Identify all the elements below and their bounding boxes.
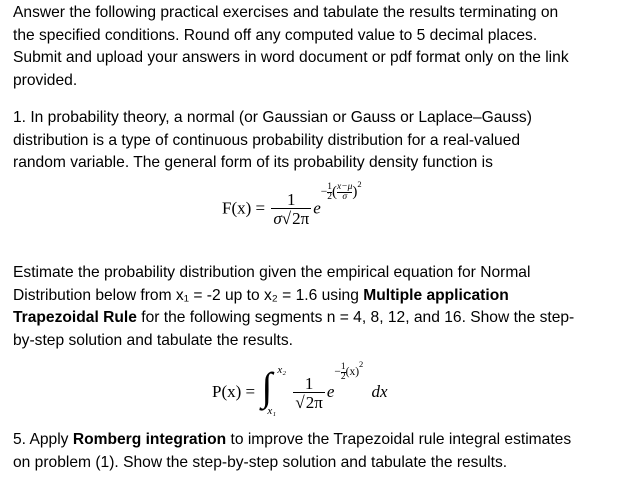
question-1-line: random variable. The general form of its probability density function is bbox=[13, 154, 493, 171]
fraction-denominator: σ√2π bbox=[273, 209, 310, 228]
half-denominator: 2 bbox=[327, 192, 332, 202]
task-line bbox=[13, 285, 613, 308]
question-5-line bbox=[13, 429, 613, 452]
exponent bbox=[334, 359, 364, 382]
question-1-paragraph bbox=[13, 107, 613, 175]
task-text: for the following segments n = 4, 8, 12, and 16. Show the step- bbox=[136, 309, 575, 326]
half-numerator: 1 bbox=[327, 182, 332, 192]
exponent-sign: − bbox=[320, 186, 328, 199]
instructions-paragraph bbox=[13, 2, 613, 92]
euler-e: e bbox=[313, 198, 321, 218]
exponent-power: 2 bbox=[357, 179, 362, 189]
fraction-denominator: √2π bbox=[295, 392, 323, 412]
method-name-bold: Romberg integration bbox=[72, 431, 227, 448]
method-name-bold: Multiple application bbox=[363, 286, 509, 304]
sqrt-argument: 2π bbox=[292, 209, 310, 228]
instructions-line: Submit and upload your answers in word document or pdf format only on the link bbox=[13, 49, 569, 66]
question-1-line: 1. In probability theory, a normal (or Gaussian or Gauss or Laplace–Gauss) bbox=[13, 109, 532, 126]
task-text: Distribution below from x₁ = -2 up to x₂ = 1.6 using bbox=[13, 286, 364, 304]
equation-lhs: F(x) = bbox=[222, 198, 266, 218]
task-line: by-step solution and tabulate the results. bbox=[13, 331, 293, 349]
half-numerator: 1 bbox=[340, 362, 346, 372]
coefficient-fraction bbox=[293, 375, 324, 412]
method-name-bold: Trapezoidal Rule bbox=[13, 309, 137, 326]
upper-limit: x₂ bbox=[277, 364, 287, 376]
task-line bbox=[13, 307, 613, 330]
exponent-argument: (x) bbox=[345, 366, 360, 379]
exponent-power: 2 bbox=[359, 359, 364, 369]
instructions-line: provided. bbox=[13, 71, 78, 89]
integral-sign: ∫ x₂ x₁ bbox=[261, 364, 287, 417]
question-5-paragraph bbox=[13, 429, 613, 474]
coefficient-fraction bbox=[271, 191, 311, 228]
differential: dx bbox=[371, 381, 388, 401]
task-paragraph bbox=[13, 262, 613, 352]
task-line: Estimate the probability distribution given the empirical equation for Normal bbox=[13, 264, 531, 281]
sigma-symbol: σ bbox=[273, 209, 282, 228]
exponent-fraction-denominator: σ bbox=[337, 192, 352, 202]
probability-integral-equation bbox=[212, 359, 388, 417]
exponent: − $\frac{1}{2}$ ( $\frac{x-\mu}{\sigma}$ )$^2$ bbox=[320, 179, 362, 202]
fraction-numerator: 1 bbox=[304, 373, 314, 393]
exponent-fraction bbox=[337, 183, 352, 202]
question-5-text: to improve the Trapezoidal rule integral estimates bbox=[226, 431, 572, 448]
fraction-numerator: 1 bbox=[287, 190, 296, 209]
instructions-line: Answer the following practical exercises and tabulate the results terminating on bbox=[13, 4, 559, 21]
instructions-line: the specified conditions. Round off any computed value to 5 decimal places. bbox=[13, 26, 538, 44]
equation-lhs: P(x) = bbox=[212, 381, 256, 401]
lower-limit: x₁ bbox=[267, 405, 277, 417]
half-denominator: 2 bbox=[340, 372, 346, 382]
exponent-sign: − bbox=[334, 366, 341, 379]
question-5-text: 5. Apply bbox=[13, 431, 73, 448]
euler-e: e bbox=[326, 381, 335, 401]
question-1-line: distribution is a type of continuous probability distribution for a real-valued bbox=[13, 131, 521, 149]
question-5-line: on problem (1). Show the step-by-step solution and tabulate the results. bbox=[13, 453, 508, 471]
sqrt-argument: 2π bbox=[305, 392, 323, 412]
exponent-fraction-numerator: x−μ bbox=[337, 182, 353, 192]
